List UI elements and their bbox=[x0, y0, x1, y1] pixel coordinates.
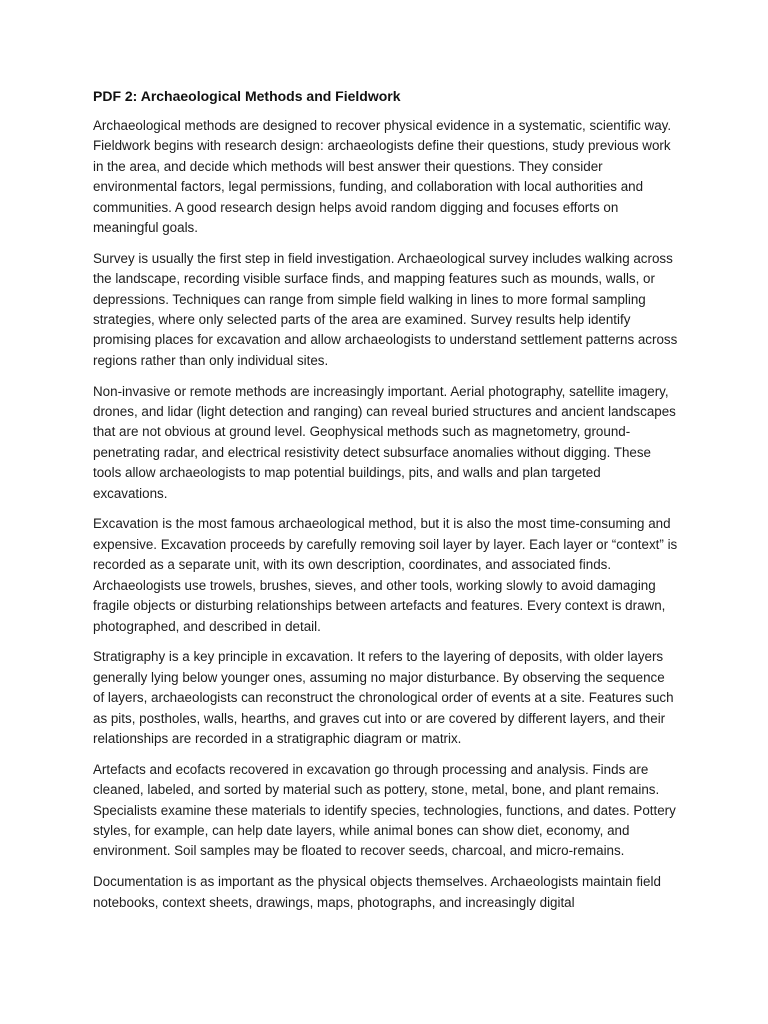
paragraph-stratigraphy: Stratigraphy is a key principle in excavation. It refers to the layering of deposits, with older layers generally lying below younger ones, assuming no major disturbance. By observing the sequence of layers, archaeologists can reconstruct the chronological order of events at a site. Features such as pits, postholes, walls, hearths, and graves cut into or are covered by different layers, and their relationships are recorded in a stratigraphic diagram or matrix. bbox=[93, 649, 674, 746]
paragraph-survey: Survey is usually the first step in field investigation. Archaeological survey includes walking across the landscape, recording visible surface finds, and mapping features such as mounds, walls, or depressions. Techniques can range from simple field walking in lines to more formal sampling strategies, where only selected parts of the area are examined. Survey results help identify promising places for excavation and allow archaeologists to understand settlement patterns across regions rather than only individual sites. bbox=[93, 250, 678, 368]
paragraph-excavation: Excavation is the most famous archaeological method, but it is also the most time-consuming and expensive. Excavation proceeds by carefully removing soil layer by layer. Each layer or “context” is recorded as a separate unit, with its own description, coordinates, and associated finds. Archaeologists use trowels, brushes, sieves, and other tools, working slowly to avoid damaging fragile objects or disturbing relationships between artefacts and features. Every context is drawn, photographed, and described in detail. bbox=[93, 516, 678, 634]
document-body bbox=[93, 86, 678, 923]
paragraph-finds-analysis: Artefacts and ecofacts recovered in excavation go through processing and analysis. Finds are cleaned, labeled, and sorted by material such as pottery, stone, metal, bone, and plant remains. Specialists examine these materials to identify species, technologies, functions, and dates. Pottery styles, for example, can help date layers, while animal bones can show diet, economy, and environment. Soil samples may be floated to recover seeds, charcoal, and micro-remains. bbox=[93, 761, 676, 859]
paragraph-research-design: Archaeological methods are designed to recover physical evidence in a systematic, scientific way. Fieldwork begins with research design: archaeologists define their questions, study previous work in the area, and decide which methods will best answer their questions. They consider environmental factors, legal permissions, funding, and collaboration with local authorities and communities. A good research design helps avoid random digging and focuses efforts on meaningful goals. bbox=[93, 118, 672, 236]
paragraph-remote-methods: Non-invasive or remote methods are increasingly important. Aerial photography, satellite imagery, drones, and lidar (light detection and ranging) can reveal buried structures and ancient landscapes that are not obvious at ground level. Geophysical methods such as magnetometry, ground-penetrating radar, and electrical resistivity detect subsurface anomalies without digging. These tools allow archaeologists to map potential buildings, pits, and walls and plan targeted excavations. bbox=[93, 383, 676, 501]
paragraph-documentation: Documentation is as important as the physical objects themselves. Archaeologists maintain field notebooks, context sheets, drawings, maps, photographs, and increasingly digital bbox=[93, 874, 661, 910]
document-title: PDF 2: Archaeological Methods and Fieldwork bbox=[93, 88, 401, 104]
